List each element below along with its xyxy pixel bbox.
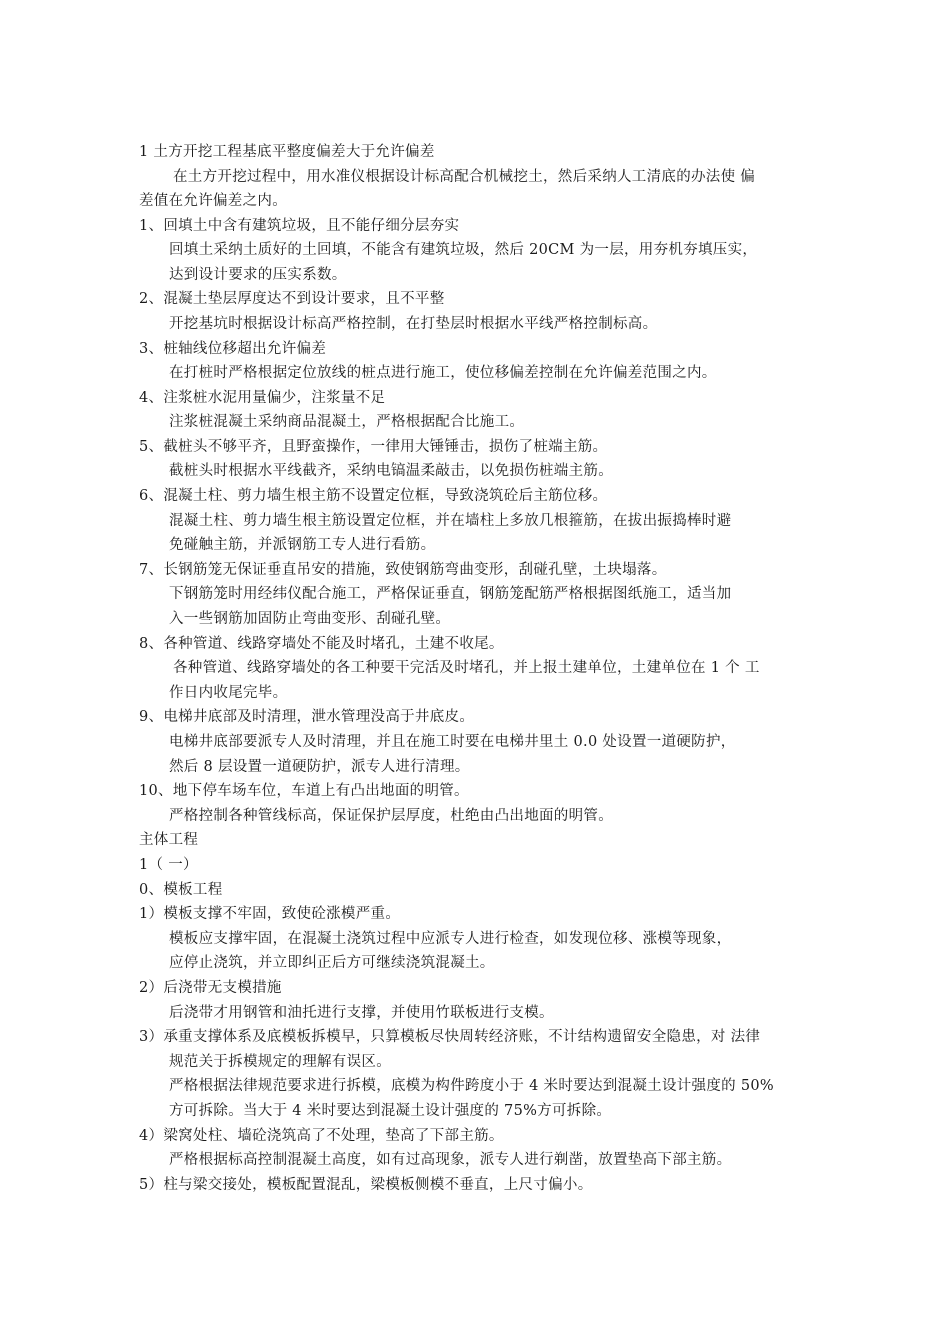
text-line: 5、截桩头不够平齐，且野蛮操作，一律用大锤锤击，损伤了桩端主筋。 — [139, 439, 608, 455]
text-line: 作日内收尾完毕。 — [169, 685, 288, 701]
text-line: 8、各种管道、线路穿墙处不能及时堵孔，土建不收尾。 — [139, 636, 504, 652]
text-line: 5）柱与梁交接处，模板配置混乱，梁模板侧模不垂直，上尺寸偏小。 — [139, 1177, 593, 1193]
text-line: 各种管道、线路穿墙处的各工种要干完活及时堵孔，并上报土建单位，土建单位在 1 个 工 — [173, 660, 760, 676]
text-line: 在土方开挖过程中，用水准仪根据设计标高配合机械挖土，然后采纳人工清底的办法使 偏 — [173, 169, 756, 185]
text-line: 6、混凝土柱、剪力墙生根主筋不设置定位框，导致浇筑砼后主筋位移。 — [139, 488, 608, 504]
text-line: 然后 8 层设置一道硬防护，派专人进行清理。 — [169, 759, 470, 775]
text-line: 免碰触主筋，并派钢筋工专人进行看筋。 — [169, 537, 436, 553]
text-line: 1（ 一） — [139, 857, 198, 873]
text-line: 方可拆除。当大于 4 米时要达到混凝土设计强度的 75%方可拆除。 — [169, 1103, 612, 1119]
text-line: 7、长钢筋笼无保证垂直吊安的措施，致使钢筋弯曲变形，刮碰孔壁，土块塌落。 — [139, 562, 667, 578]
text-line: 应停止浇筑，并立即纠正后方可继续浇筑混凝土。 — [169, 955, 495, 971]
text-line: 严格根据标高控制混凝土高度，如有过高现象，派专人进行剃凿，放置垫高下部主筋。 — [169, 1152, 732, 1168]
text-line: 1、回填土中含有建筑垃圾，且不能仔细分层夯实 — [139, 218, 460, 234]
text-line: 3、桩轴线位移超出允许偏差 — [139, 341, 327, 357]
text-line: 0、模板工程 — [139, 882, 223, 898]
text-line: 10、地下停车场车位，车道上有凸出地面的明管。 — [139, 783, 469, 799]
text-line: 2、混凝土垫层厚度达不到设计要求，且不平整 — [139, 291, 445, 307]
text-line: 规范关于拆模规定的理解有误区。 — [169, 1054, 391, 1070]
text-line: 严格根据法律规范要求进行拆模，底模为构件跨度小于 4 米时要达到混凝土设计强度的 50% — [169, 1078, 774, 1094]
text-line: 电梯井底部要派专人及时清理，并且在施工时要在电梯井里土 0.0 处设置一道硬防护， — [169, 734, 736, 750]
text-line: 注浆桩混凝土采纳商品混凝土，严格根据配合比施工。 — [169, 414, 525, 430]
text-line: 9、电梯井底部及时清理，泄水管理没高于井底皮。 — [139, 709, 475, 725]
text-line: 回填土采纳土质好的土回填，不能含有建筑垃圾，然后 20CM 为一层，用夯机夯填压实， — [169, 242, 758, 258]
text-line: 模板应支撑牢固，在混凝土浇筑过程中应派专人进行检查，如发现位移、涨模等现象， — [169, 931, 732, 947]
text-line: 开挖基坑时根据设计标高严格控制，在打垫层时根据水平线严格控制标高。 — [169, 316, 658, 332]
text-line: 混凝土柱、剪力墙生根主筋设置定位框，并在墙柱上多放几根箍筋，在拔出振捣棒时避 — [169, 513, 732, 529]
text-line: 后浇带才用钢管和油托进行支撑，并使用竹联板进行支模。 — [169, 1005, 554, 1021]
text-line: 2）后浇带无支模措施 — [139, 980, 282, 996]
text-line: 在打桩时严格根据定位放线的桩点进行施工，使位移偏差控制在允许偏差范围之内。 — [169, 365, 717, 381]
text-line: 差值在允许偏差之内。 — [139, 193, 287, 209]
text-line: 4、注浆桩水泥用量偏少，注浆量不足 — [139, 390, 386, 406]
section-heading: 主体工程 — [139, 832, 199, 848]
text-line: 截桩头时根据水平线截齐，采纳电镐温柔敲击，以免损伤桩端主筋。 — [169, 463, 613, 479]
text-line: 3）承重支撑体系及底模板拆模早，只算模板尽快周转经济账，不计结构遗留安全隐患，对 法律 — [139, 1029, 761, 1045]
text-line: 1 土方开挖工程基底平整度偏差大于允许偏差 — [139, 144, 435, 160]
text-line: 1）模板支撑不牢固，致使砼涨模严重。 — [139, 906, 401, 922]
text-line: 严格控制各种管线标高，保证保护层厚度，杜绝由凸出地面的明管。 — [169, 808, 613, 824]
text-line: 达到设计要求的压实系数。 — [169, 267, 347, 283]
text-line: 4）梁窝处柱、墙砼浇筑高了不处理，垫高了下部主筋。 — [139, 1128, 504, 1144]
text-line: 入一些钢筋加固防止弯曲变形、刮碰孔壁。 — [169, 611, 451, 627]
text-line: 下钢筋笼时用经纬仪配合施工，严格保证垂直，钢筋笼配筋严格根据图纸施工，适当加 — [169, 586, 732, 602]
